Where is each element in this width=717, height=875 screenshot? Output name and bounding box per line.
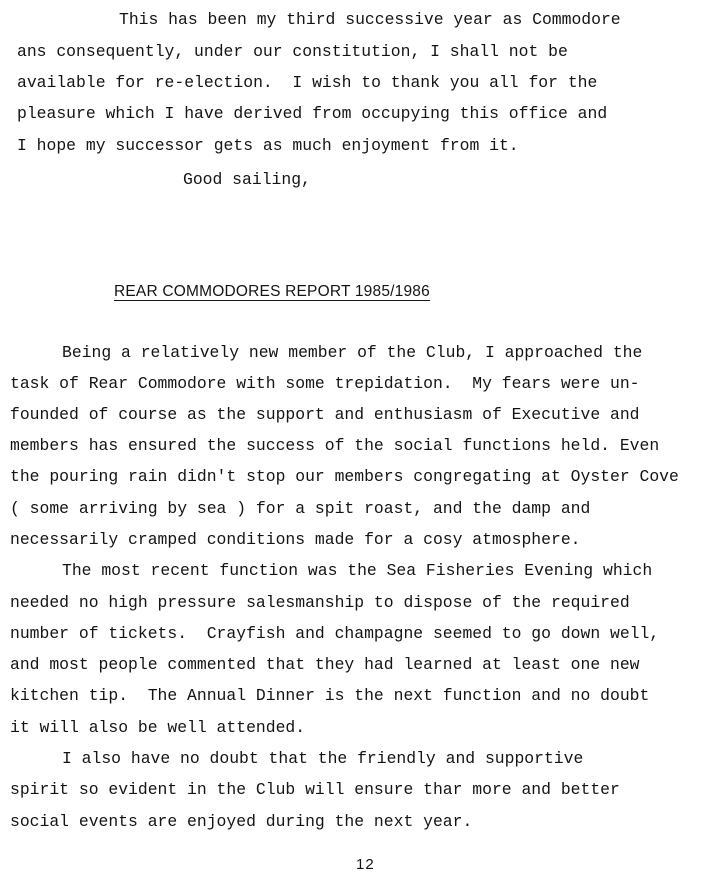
report-line-6: ( some arriving by sea ) for a spit roast, and the damp and [10, 499, 591, 518]
report-line-7: necessarily cramped conditions made for a cosy atmosphere. [10, 530, 581, 549]
intro-line-3: available for re-election. I wish to thank you all for the [17, 73, 598, 92]
report-line-13: it will also be well attended. [10, 718, 306, 737]
report-line-8: The most recent function was the Sea Fisheries Evening which [62, 561, 653, 580]
report-line-1: Being a relatively new member of the Club, I approached the [62, 343, 643, 362]
closing-text: Good sailing, [183, 170, 311, 189]
report-line-3: founded of course as the support and enthusiasm of Executive and [10, 405, 640, 424]
intro-line-1: This has been my third successive year as Commodore [119, 10, 621, 29]
report-line-5: the pouring rain didn't stop our members congregating at Oyster Cove [10, 467, 679, 486]
report-title: REAR COMMODORES REPORT 1985/1986 [114, 283, 430, 300]
report-line-16: social events are enjoyed during the next year. [10, 812, 473, 831]
page-number: 12 [356, 856, 375, 873]
intro-line-2: ans consequently, under our constitution, I shall not be [17, 42, 568, 61]
report-line-10: number of tickets. Crayfish and champagne seemed to go down well, [10, 624, 660, 643]
report-line-4: members has ensured the success of the social functions held. Even [10, 436, 660, 455]
report-line-14: I also have no doubt that the friendly and supportive [62, 749, 584, 768]
report-line-12: kitchen tip. The Annual Dinner is the next function and no doubt [10, 686, 650, 705]
report-line-2: task of Rear Commodore with some trepidation. My fears were un- [10, 374, 640, 393]
intro-line-5: I hope my successor gets as much enjoyment from it. [17, 136, 519, 155]
intro-line-4: pleasure which I have derived from occupying this office and [17, 104, 608, 123]
report-line-11: and most people commented that they had learned at least one new [10, 655, 640, 674]
report-line-15: spirit so evident in the Club will ensure thar more and better [10, 780, 620, 799]
report-line-9: needed no high pressure salesmanship to dispose of the required [10, 593, 630, 612]
